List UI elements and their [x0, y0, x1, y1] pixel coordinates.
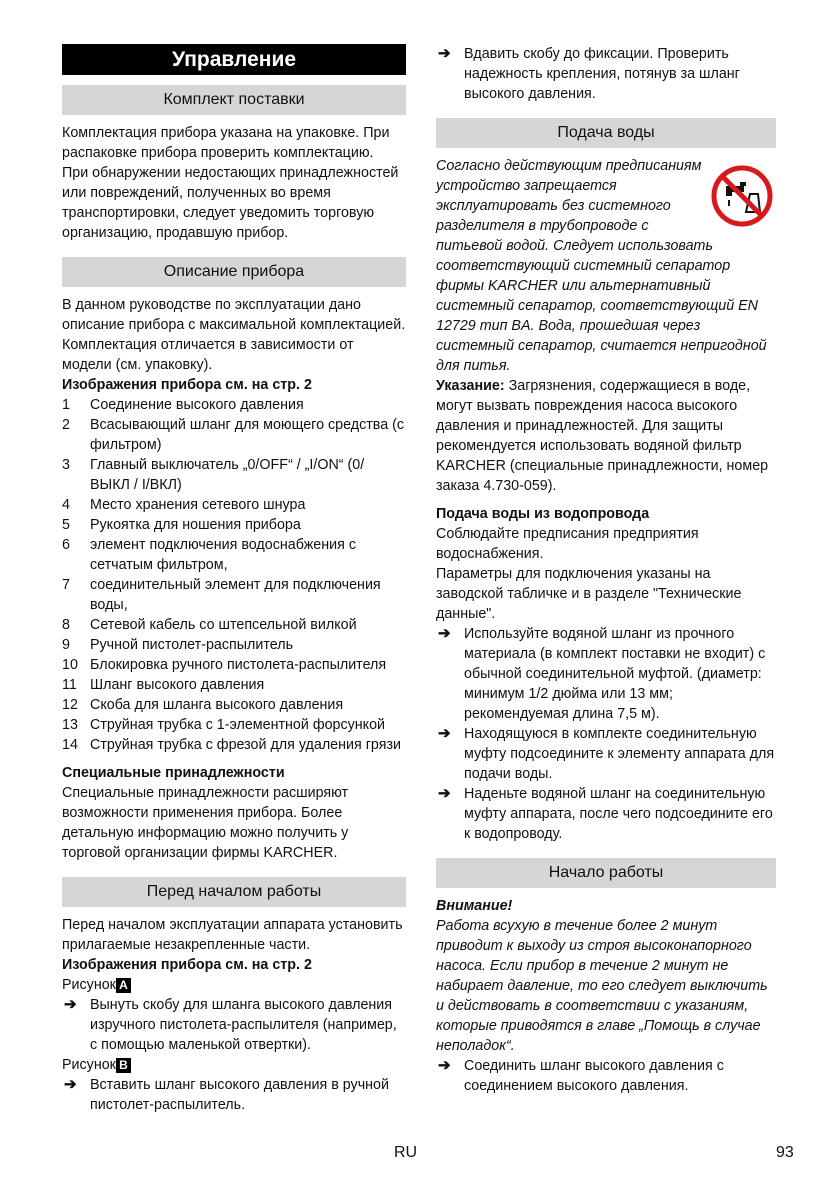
warning-text: Работа всухую в течение более 2 минут приводит к выходу из строя высоконапорного насоса. Если прибор в течение 2 минут не набирает давление, то его следует выключить и действовать в соответствии с указаниям, которые приводятся в главе „Помощь в случае неполадок“.: [436, 918, 768, 1054]
paragraph: При обнаружении недостающих принадлежностей или повреждений, полученных во время транспортировки, следует уведомить торговую организацию, продавшую прибор.: [62, 165, 399, 241]
list-item: 1 Соединение высокого давления: [62, 397, 304, 413]
figure-ref: Рисунок A: [62, 975, 406, 995]
subheading: Подача воды из водопровода: [436, 506, 650, 522]
page-number: 93: [776, 1144, 794, 1161]
arrow-icon: ➔: [438, 45, 451, 62]
subheading: Изображения прибора см. на стр. 2: [62, 957, 312, 973]
left-column: [62, 44, 406, 1115]
list-item: 11 Шланг высокого давления: [62, 677, 265, 693]
list-item: 10 Блокировка ручного пистолета-распылителя: [62, 657, 387, 673]
section-title-delivery: Комплект поставки: [62, 85, 406, 115]
parts-list: [62, 395, 406, 755]
instruction-step: ➔ Вдавить скобу до фиксации. Проверить надежность крепления, потянув за шланг высокого давления.: [438, 45, 740, 102]
paragraph: Комплектация прибора указана на упаковке. При распаковке прибора проверить комплектацию.: [62, 125, 390, 161]
paragraph: Параметры для подключения указаны на заводской табличке и в разделе "Технические данные".: [436, 566, 742, 622]
list-item: 8 Сетевой кабель со штепсельной вилкой: [62, 617, 357, 633]
list-item: 13 Струйная трубка с 1-элементной форсункой: [62, 717, 386, 733]
arrow-icon: ➔: [64, 1076, 77, 1093]
section-title-water-supply: Подача воды: [436, 118, 776, 148]
paragraph: В данном руководстве по эксплуатации дано описание прибора с максимальной комплектацией. Комплектация отличается в зависимости от модели (см. упаковку).: [62, 297, 406, 373]
arrow-icon: ➔: [64, 996, 77, 1013]
regulation-note: Согласно действующим предписаниям устройство запрещается эксплуатировать без системного разделителя в трубопроводе с питьевой водой. Следует использовать соответствующий системный сепаратор фирмы KARCHER или альтернативный системный сепаратор, соответствующий EN 12729 тип BA. Вода, прошедшая через системный сепаратор, считается непригодной для питья.: [436, 158, 767, 374]
arrow-icon: ➔: [438, 625, 451, 642]
subheading: Изображения прибора см. на стр. 2: [62, 377, 312, 393]
section-title-description: Описание прибора: [62, 257, 406, 287]
section-title-start-work: Начало работы: [436, 858, 776, 888]
list-item: 3 Главный выключатель „0/OFF“ / „I/ON“ (0/ ВЫКЛ / I/ВКЛ): [62, 457, 365, 493]
list-item: 2 Всасывающий шланг для моющего средства (с фильтром): [62, 417, 405, 453]
arrow-icon: ➔: [438, 785, 451, 802]
instruction-step: ➔ Вставить шланг высокого давления в ручной пистолет-распылитель.: [64, 1076, 389, 1113]
no-drinking-water-icon: [710, 164, 774, 228]
instruction-step: ➔ Находящуюся в комплекте соединительную муфту подсоедините к элементу аппарата для подачи воды.: [438, 725, 775, 782]
list-item: 6 элемент подключения водоснабжения с сетчатым фильтром,: [62, 537, 356, 573]
figure-badge-b: B: [116, 1058, 131, 1073]
paragraph: Перед началом эксплуатации аппарата установить прилагаемые незакрепленные части.: [62, 917, 403, 953]
page-title: Управление: [62, 44, 406, 75]
instruction-step: ➔ Наденьте водяной шланг на соединительную муфту аппарата, после чего подсоедините его к водопроводу.: [438, 785, 773, 842]
list-item: 14 Струйная трубка с фрезой для удаления грязи: [62, 737, 402, 753]
figure-ref: Рисунок B: [62, 1055, 406, 1075]
section-title-before-start: Перед началом работы: [62, 877, 406, 907]
list-item: 9 Ручной пистолет-распылитель: [62, 637, 294, 653]
paragraph: Соблюдайте предписания предприятия водоснабжения.: [436, 526, 699, 562]
warning-label: Внимание!: [436, 898, 513, 914]
instruction-step: ➔ Вынуть скобу для шланга высокого давления изручного пистолета-распылителя (например, с помощью маленькой отвертки).: [64, 996, 397, 1053]
footer-language: RU: [394, 1144, 418, 1161]
right-column: [436, 44, 776, 1096]
instruction-step: ➔ Используйте водяной шланг из прочного материала (в комплект поставки не входит) с обычной соединительной муфтой. (диаметр: минимум 1/2 дюйма или 13 мм; рекомендуемая длина 7,5 м).: [438, 625, 766, 722]
figure-badge-a: A: [116, 978, 131, 993]
arrow-icon: ➔: [438, 1057, 451, 1074]
list-item: 4 Место хранения сетевого шнура: [62, 497, 306, 513]
note: Указание: Загрязнения, содержащиеся в воде, могут вызвать повреждения насоса высокого давления и принадлежностей. Для защиты рекомендуется использовать водяной фильтр KARCHER (специальные принадлежности, номер заказа 4.730-059).: [436, 378, 769, 494]
arrow-icon: ➔: [438, 725, 451, 742]
list-item: 12 Скоба для шланга высокого давления: [62, 697, 344, 713]
subheading: Специальные принадлежности: [62, 765, 285, 781]
list-item: 5 Рукоятка для ношения прибора: [62, 517, 301, 533]
list-item: 7 соединительный элемент для подключения воды,: [62, 577, 381, 613]
paragraph: Специальные принадлежности расширяют возможности применения прибора. Более детальную информацию можно получить у торговой организации фирмы KARCHER.: [62, 785, 349, 861]
instruction-step: ➔ Соединить шланг высокого давления с соединением высокого давления.: [438, 1057, 724, 1094]
